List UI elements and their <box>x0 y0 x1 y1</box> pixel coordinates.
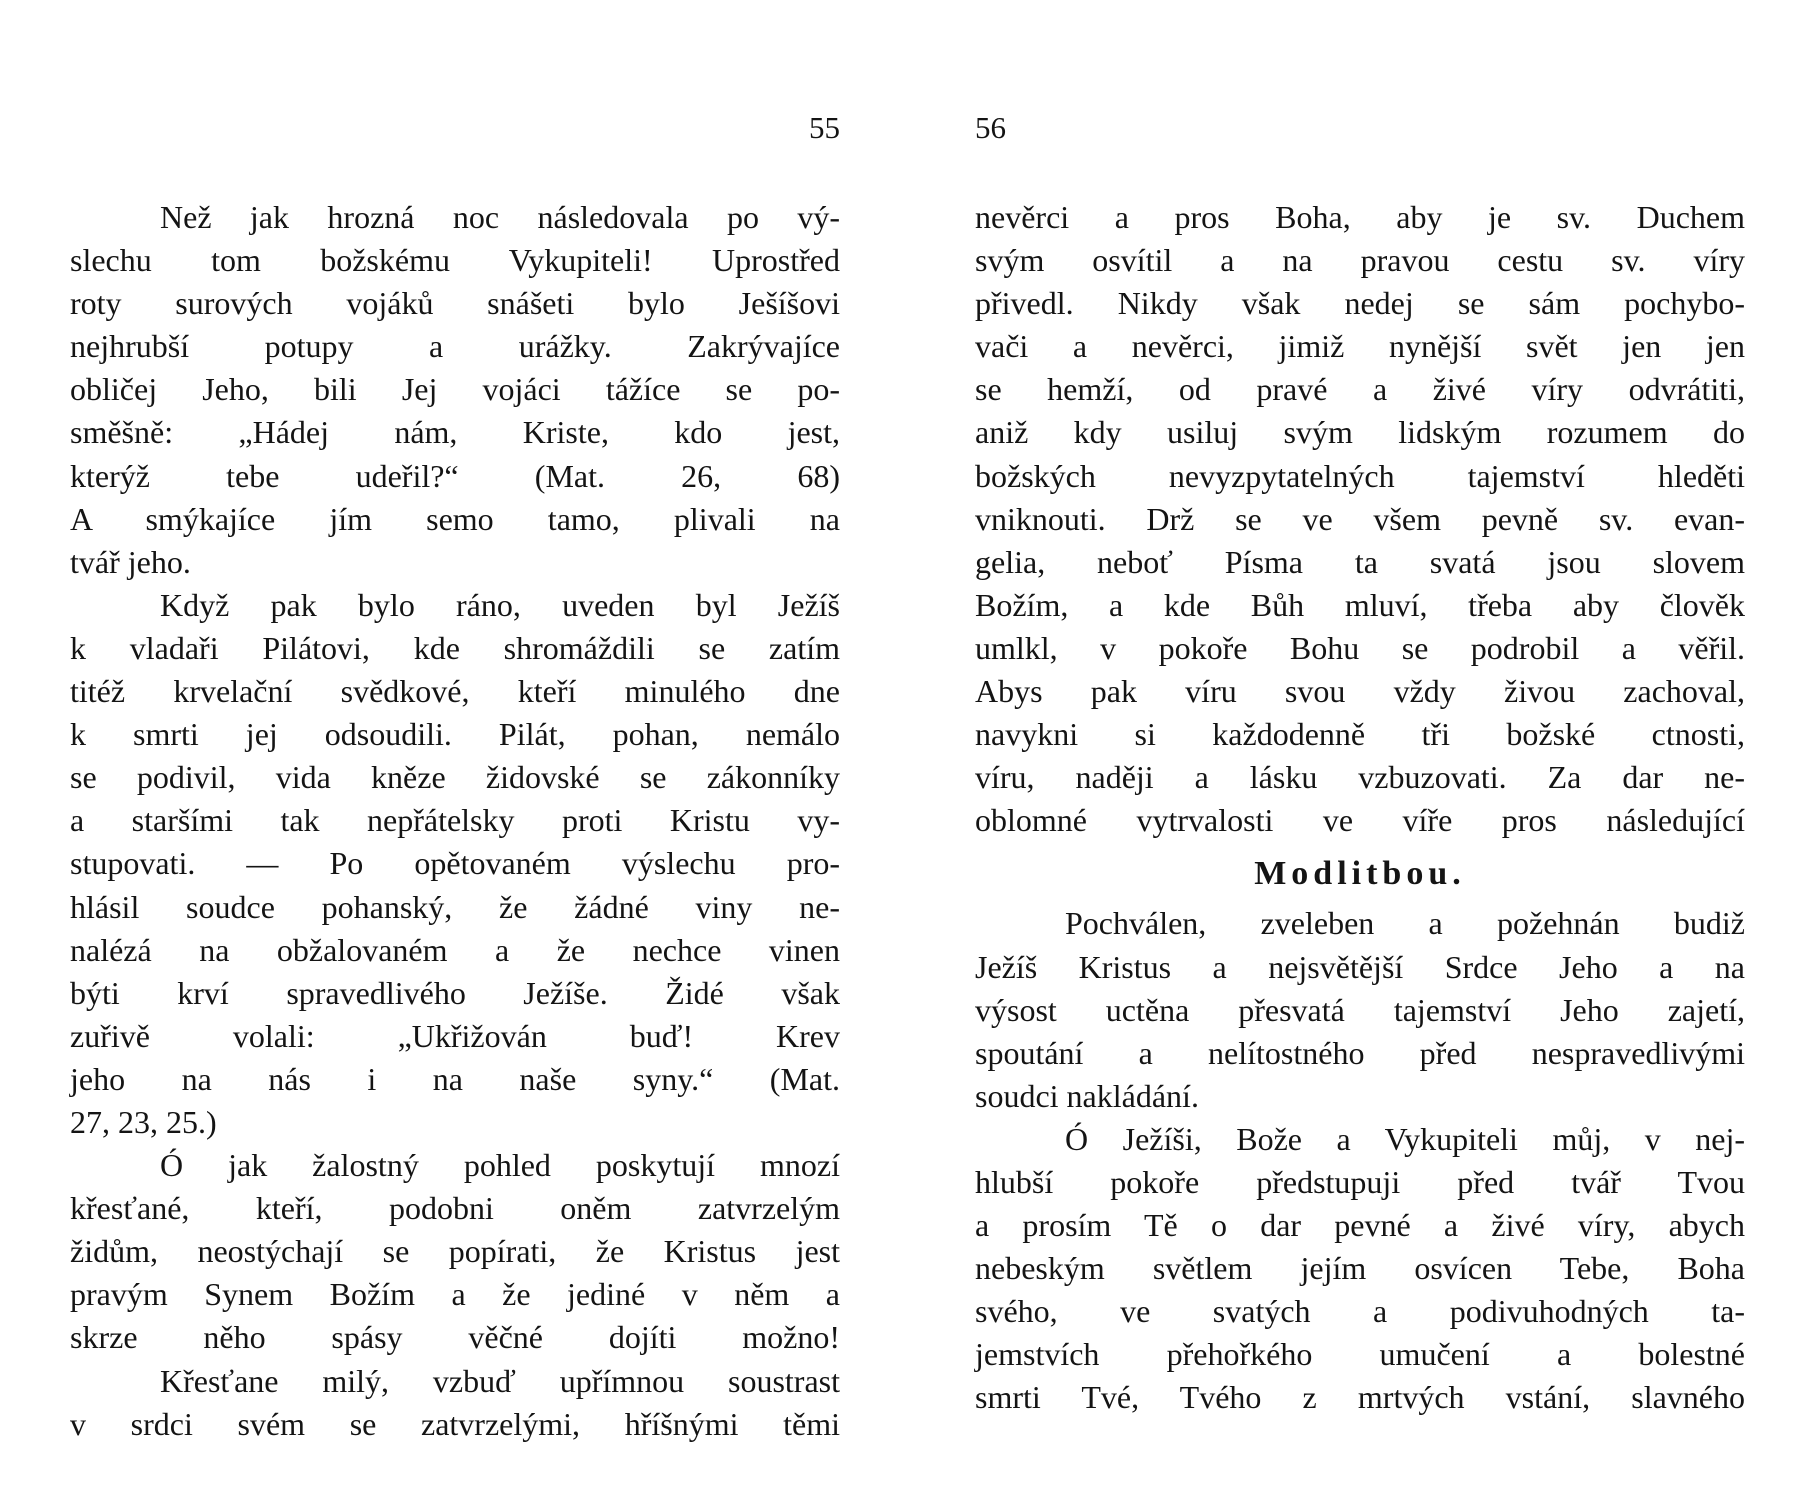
text-line: Abys pak víru svou vždy živou zachoval, <box>975 673 1745 710</box>
text-line: a prosím Tě o dar pevné a živé víry, abych <box>975 1207 1745 1244</box>
text-line: spoutání a nelítostného před nespravedlivými <box>975 1034 1745 1071</box>
text-line: Božím, a kde Bůh mluví, třeba aby člověk <box>975 586 1745 623</box>
text-line: vači a nevěrci, jimiž nynější svět jen jen <box>975 328 1745 365</box>
right-page-text <box>975 196 1745 1420</box>
text-line: křesťané, kteří, podobni oněm zatvrzelým <box>70 1190 840 1227</box>
page-number-right: 56 <box>975 110 1006 145</box>
text-line: se podivil, vida kněze židovské se zákonníky <box>70 759 840 796</box>
text-line: nejhrubší potupy a urážky. Zakrývajíce <box>70 328 840 365</box>
text-line: Když pak bylo ráno, uveden byl Ježíš <box>160 586 840 623</box>
text-line: k smrti jej odsoudili. Pilát, pohan, nemálo <box>70 716 840 753</box>
text-line: hlubší pokoře předstupuji před tvář Tvou <box>975 1163 1745 1200</box>
text-line: přivedl. Nikdy však nedej se sám pochybo- <box>975 285 1745 322</box>
text-line: 27, 23, 25.) <box>70 1103 217 1140</box>
text-line: obličej Jeho, bili Jej vojáci tážíce se po- <box>70 371 840 408</box>
text-line: smrti Tvé, Tvého z mrtvých vstání, slavného <box>975 1379 1745 1416</box>
text-line: aniž kdy usiluj svým lidským rozumem do <box>975 414 1745 451</box>
text-line: jemstvích přehořkého umučení a bolestné <box>975 1336 1745 1373</box>
text-line: Ježíš Kristus a nejsvětější Srdce Jeho a na <box>975 948 1745 985</box>
text-line: Ó Ježíši, Bože a Vykupiteli můj, v nej- <box>1065 1120 1745 1157</box>
text-line: Než jak hrozná noc následovala po vý- <box>160 199 840 235</box>
text-line: se hemží, od pravé a živé víry odvrátiti, <box>975 371 1745 408</box>
left-page-text <box>70 196 840 1446</box>
text-line: směšně: „Hádej nám, Kriste, kdo jest, <box>70 414 840 451</box>
text-line: A smýkajíce jím semo tamo, plivali na <box>70 500 840 537</box>
text-line: soudci nakládání. <box>975 1077 1199 1114</box>
text-line: stupovati. — Po opětovaném výslechu pro- <box>70 845 840 882</box>
page-number-left: 55 <box>809 110 840 145</box>
text-line: svého, ve svatých a podivuhodných ta- <box>975 1293 1745 1330</box>
text-line: roty surových vojáků snášeti bylo Ješíšovi <box>70 285 840 322</box>
text-line: a staršími tak nepřátelsky proti Kristu vy- <box>70 802 840 839</box>
text-line: k vladaři Pilátovi, kde shromáždili se zatím <box>70 629 840 666</box>
text-line: oblomné vytrvalosti ve víře pros následující <box>975 802 1745 839</box>
text-line: navykni si každodenně tři božské ctnosti, <box>975 716 1745 753</box>
text-line: jeho na nás i na naše syny.“ (Mat. <box>70 1060 840 1097</box>
text-line: výsost uctěna přesvatá tajemství Jeho zajetí, <box>975 991 1745 1028</box>
text-line: gelia, neboť Písma ta svatá jsou slovem <box>975 543 1745 580</box>
text-line: pravým Synem Božím a že jediné v něm a <box>70 1276 840 1313</box>
text-line: Ó jak žalostný pohled poskytují mnozí <box>160 1147 840 1184</box>
text-line: kterýž tebe udeřil?“ (Mat. 26, 68) <box>70 457 840 494</box>
text-line: slechu tom božskému Vykupiteli! Uprostřed <box>70 242 840 279</box>
text-line: býti krví spravedlivého Ježíše. Židé však <box>70 974 840 1011</box>
text-line: skrze něho spásy věčné dojíti možno! <box>70 1319 840 1356</box>
section-heading: Modlitbou. <box>1254 855 1466 893</box>
text-line: hlásil soudce pohanský, že žádné viny ne- <box>70 888 840 925</box>
text-line: vniknouti. Drž se ve všem pevně sv. evan- <box>975 500 1745 537</box>
text-line: svým osvítil a na pravou cestu sv. víry <box>975 242 1745 279</box>
left-page <box>70 0 840 1500</box>
text-line: Křesťane milý, vzbuď upřímnou soustrast <box>160 1362 840 1399</box>
text-line: židům, neostýchají se popírati, že Kristus jest <box>70 1233 840 1270</box>
text-line: nalézá na obžalovaném a že nechce vinen <box>70 931 840 968</box>
text-line: nevěrci a pros Boha, aby je sv. Duchem <box>975 199 1745 235</box>
text-line: víru, naději a lásku vzbuzovati. Za dar ne- <box>975 759 1745 796</box>
text-line: umlkl, v pokoře Bohu se podrobil a věřil. <box>975 629 1745 666</box>
text-line: zuřivě volali: „Ukřižován buď! Krev <box>70 1017 840 1054</box>
text-line: nebeským světlem jejím osvícen Tebe, Boha <box>975 1250 1745 1287</box>
text-line: tvář jeho. <box>70 543 191 580</box>
right-page <box>975 0 1745 1500</box>
text-line: božských nevyzpytatelných tajemství hleděti <box>975 457 1745 494</box>
text-line: Pochválen, zveleben a požehnán budiž <box>1065 905 1745 942</box>
text-line: v srdci svém se zatvrzelými, hříšnými těmi <box>70 1405 840 1442</box>
text-line: titéž krvelační svědkové, kteří minulého dne <box>70 673 840 710</box>
